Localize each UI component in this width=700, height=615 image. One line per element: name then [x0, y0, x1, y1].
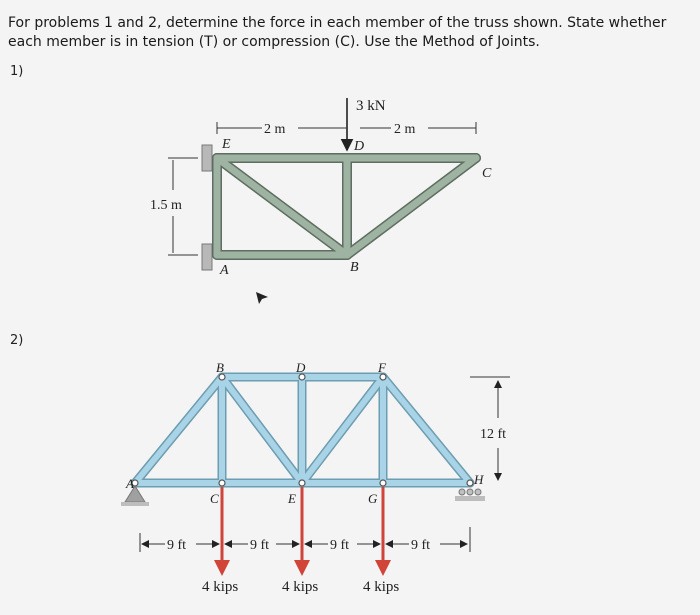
support-e-icon [202, 145, 212, 171]
load-label-e: 4 kips [282, 579, 319, 595]
span-label-3: 9 ft [330, 538, 350, 553]
problem2-number: 2) [10, 333, 24, 348]
joint-c-label: C [482, 166, 492, 181]
joint2-d-label: D [296, 360, 306, 375]
support-a-icon [202, 244, 212, 270]
joint-b-label: B [350, 260, 359, 275]
problem1-number: 1) [10, 64, 24, 79]
joint2-a-label: A [126, 476, 134, 491]
mouse-cursor-icon [256, 292, 268, 304]
span-label-2: 9 ft [250, 538, 270, 553]
load-label-c: 4 kips [202, 579, 239, 595]
joint2-h-label: H [474, 472, 484, 487]
dim-right-label: 2 m [394, 122, 416, 137]
joint2-g-label: G [368, 491, 378, 506]
load-label-g: 4 kips [363, 579, 400, 595]
joint-d-label: D [354, 139, 365, 154]
span-label-4: 9 ft [411, 538, 431, 553]
problem1-members [217, 158, 476, 255]
joint-e-label: E [222, 137, 231, 152]
joint2-f-label: F [378, 360, 386, 375]
load-label: 3 kN [356, 98, 386, 114]
joint-a-label: A [220, 263, 229, 278]
dim-height-label: 1.5 m [150, 198, 182, 213]
dim-left-label: 2 m [264, 122, 286, 137]
load-arrows [214, 487, 391, 576]
problem2-truss [121, 360, 510, 595]
joint2-e-label: E [288, 491, 296, 506]
joint2-c-label: C [210, 491, 219, 506]
problem1-truss [150, 98, 492, 278]
span-label-1: 9 ft [167, 538, 187, 553]
height-label: 12 ft [480, 427, 507, 442]
joint2-b-label: B [216, 360, 224, 375]
roller-support-icon [459, 489, 481, 495]
problem2-members [135, 377, 470, 483]
instructions-text: For problems 1 and 2, determine the force in each member of the truss shown. State whether each member is in tension (T) or compression (C). Use the Method of Joints. [8, 15, 667, 50]
